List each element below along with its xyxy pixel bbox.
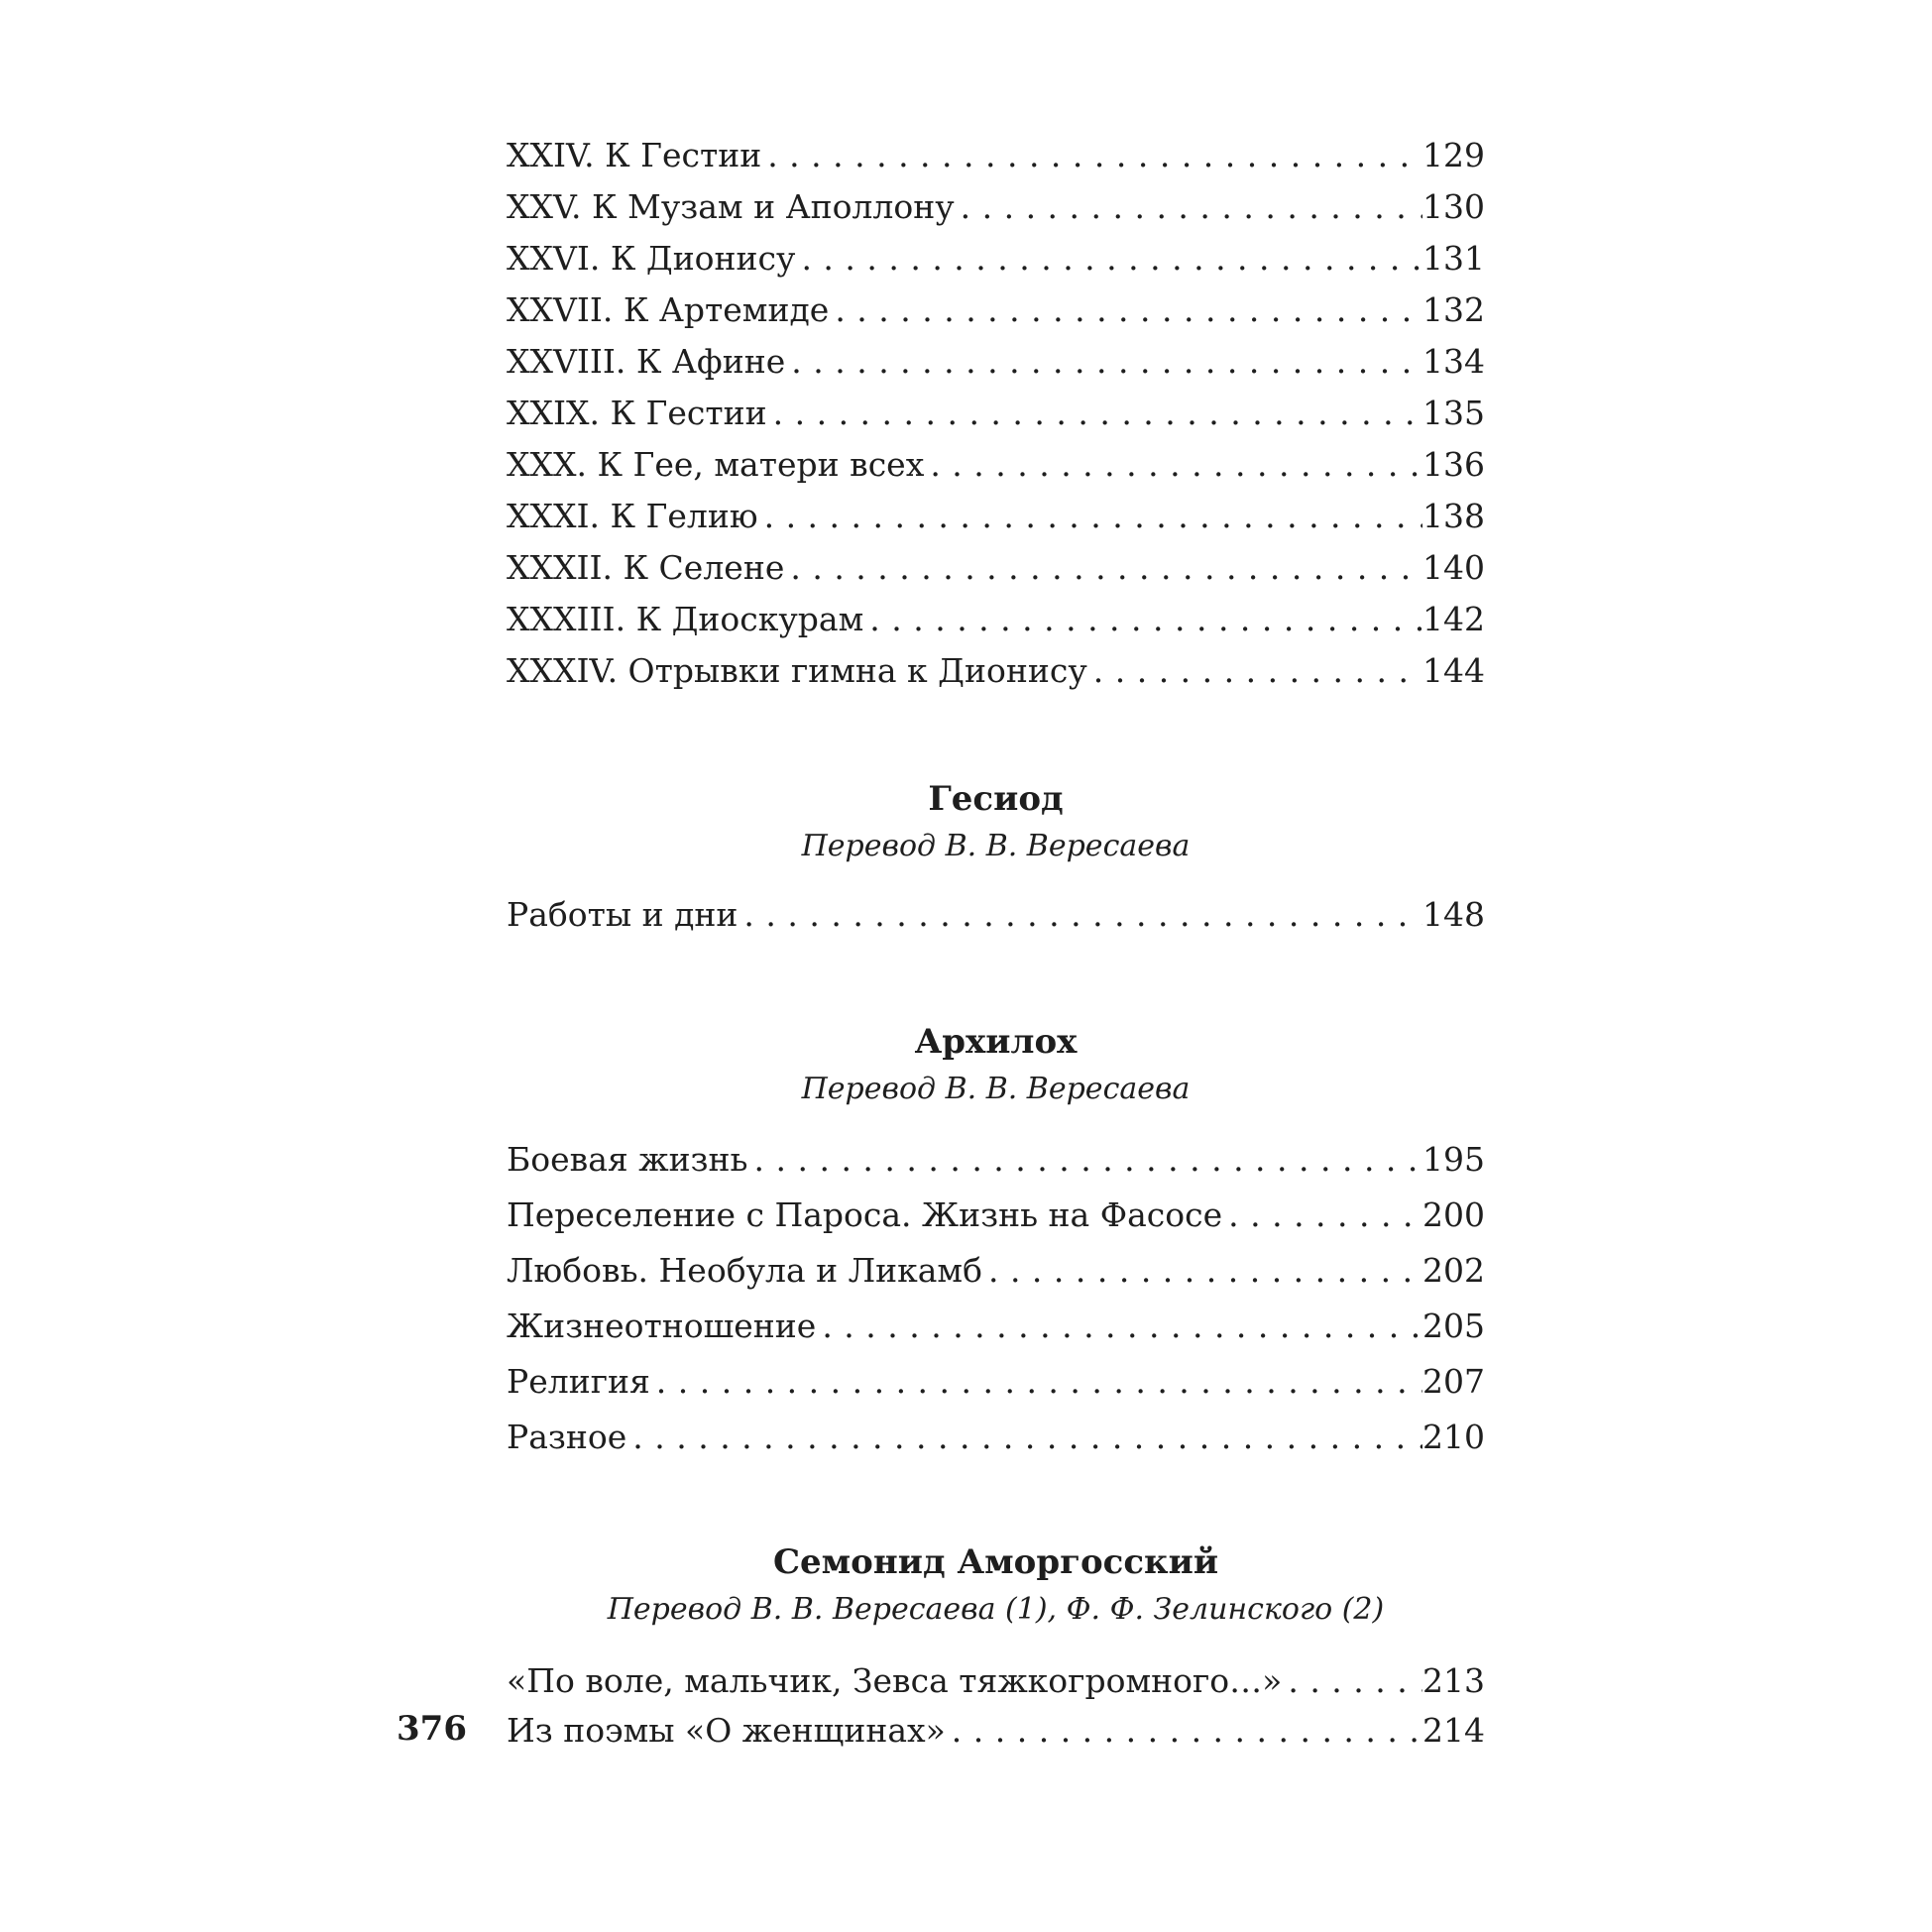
toc-entry-title: XXVII. К Артемиде: [507, 290, 830, 329]
dot-leader: [748, 1140, 1422, 1179]
toc-archilochus-list: [507, 1140, 1485, 1473]
toc-entry-page: 132: [1422, 290, 1485, 329]
dot-leader: [946, 1711, 1422, 1750]
dot-leader: [982, 1251, 1422, 1290]
toc-entry-title: Разное: [507, 1418, 627, 1456]
toc-entry: [507, 1140, 1485, 1195]
section-author: Семонид Аморгосский: [772, 1542, 1219, 1582]
toc-entry-title: «По воле, мальчик, Зевса тяжкогромного…»: [507, 1661, 1283, 1700]
dot-leader: [829, 290, 1422, 329]
toc-entry: [507, 394, 1485, 445]
toc-entry: [507, 497, 1485, 548]
dot-leader: [1087, 651, 1422, 690]
section-translator: Перевод В. В. Вересаева: [801, 829, 1191, 863]
toc-entry: [507, 600, 1485, 651]
toc-entry-page: 195: [1422, 1140, 1485, 1179]
toc-entry-page: 210: [1422, 1418, 1485, 1456]
toc-entry-title: Жизнеотношение: [507, 1307, 817, 1345]
toc-entry-title: XXIX. К Гестии: [507, 394, 767, 432]
toc-entry-title: XXVIII. К Афине: [507, 342, 786, 381]
toc-entry-page: 134: [1422, 342, 1485, 381]
dot-leader: [1282, 1661, 1422, 1700]
toc-entry-page: 131: [1422, 239, 1485, 278]
dot-leader: [758, 497, 1422, 535]
toc-entry: [507, 1418, 1485, 1473]
dot-leader: [761, 136, 1422, 174]
dot-leader: [767, 394, 1422, 432]
toc-entry-title: XXXI. К Гелию: [507, 497, 758, 535]
toc-entry-page: 130: [1422, 187, 1485, 226]
section-author: Гесиод: [928, 779, 1064, 819]
dot-leader: [924, 445, 1422, 484]
toc-entry: [507, 342, 1485, 394]
dot-leader: [955, 187, 1422, 226]
toc-entry-title: Боевая жизнь: [507, 1140, 748, 1179]
toc-entry: [507, 1362, 1485, 1418]
dot-leader: [863, 600, 1422, 638]
section-translator: Перевод В. В. Вересаева: [801, 1072, 1191, 1106]
section-header-semonides: [507, 1542, 1485, 1627]
toc-entry-page: 129: [1422, 136, 1485, 174]
page-number: 376: [397, 1709, 467, 1749]
toc-entry-title: XXIV. К Гестии: [507, 136, 762, 174]
section-header-archilochus: [507, 1022, 1485, 1106]
toc-entry: [507, 895, 1485, 947]
toc-entry-title: XXXII. К Селене: [507, 548, 785, 587]
toc-entry: [507, 290, 1485, 342]
section-author: Архилох: [914, 1022, 1078, 1062]
toc-hymns-list: [507, 136, 1485, 703]
dot-leader: [650, 1362, 1422, 1401]
toc-entry: [507, 445, 1485, 497]
toc-entry-page: 213: [1422, 1661, 1485, 1700]
dot-leader: [626, 1418, 1422, 1456]
toc-entry-page: 138: [1422, 497, 1485, 535]
toc-entry-page: 205: [1422, 1307, 1485, 1345]
toc-entry: [507, 187, 1485, 239]
toc-entry: [507, 651, 1485, 703]
toc-entry-title: XXXIII. К Диоскурам: [507, 600, 864, 638]
toc-entry-page: 200: [1422, 1195, 1485, 1234]
dot-leader: [784, 548, 1422, 587]
toc-entry-page: 207: [1422, 1362, 1485, 1401]
toc-entry: [507, 548, 1485, 600]
toc-entry-page: 202: [1422, 1251, 1485, 1290]
dot-leader: [795, 239, 1422, 278]
toc-entry: [507, 239, 1485, 290]
section-header-hesiod: [507, 779, 1485, 863]
toc-entry: [507, 1661, 1485, 1711]
toc-entry-page: 140: [1422, 548, 1485, 587]
toc-entry-title: Религия: [507, 1362, 650, 1401]
toc-entry-title: XXVI. К Дионису: [507, 239, 796, 278]
dot-leader: [738, 895, 1422, 934]
toc-entry-title: XXXIV. Отрывки гимна к Дионису: [507, 651, 1087, 690]
toc-entry-title: Любовь. Необула и Ликамб: [507, 1251, 982, 1290]
toc-entry-page: 142: [1422, 600, 1485, 638]
toc-entry-title: Переселение с Пароса. Жизнь на Фасосе: [507, 1195, 1223, 1234]
toc-entry-page: 148: [1422, 895, 1485, 934]
toc-entry: [507, 136, 1485, 187]
toc-entry-page: 136: [1422, 445, 1485, 484]
section-translator: Перевод В. В. Вересаева (1), Ф. Ф. Зелинского (2): [607, 1592, 1385, 1627]
toc-entry: [507, 1307, 1485, 1362]
toc-semonides-list: [507, 1661, 1485, 1761]
toc-entry-title: XXV. К Музам и Аполлону: [507, 187, 955, 226]
toc-entry-page: 144: [1422, 651, 1485, 690]
toc-hesiod-list: [507, 895, 1485, 947]
toc-entry-title: XXX. К Гее, матери всех: [507, 445, 925, 484]
toc-entry-title: Работы и дни: [507, 895, 739, 934]
toc-entry: [507, 1251, 1485, 1307]
toc-entry: [507, 1711, 1485, 1761]
dot-leader: [816, 1307, 1422, 1345]
dot-leader: [1222, 1195, 1422, 1234]
toc-entry-page: 135: [1422, 394, 1485, 432]
dot-leader: [785, 342, 1422, 381]
toc-entry-page: 214: [1422, 1711, 1485, 1750]
toc-entry: [507, 1195, 1485, 1251]
toc-entry-title: Из поэмы «О женщинах»: [507, 1711, 946, 1750]
